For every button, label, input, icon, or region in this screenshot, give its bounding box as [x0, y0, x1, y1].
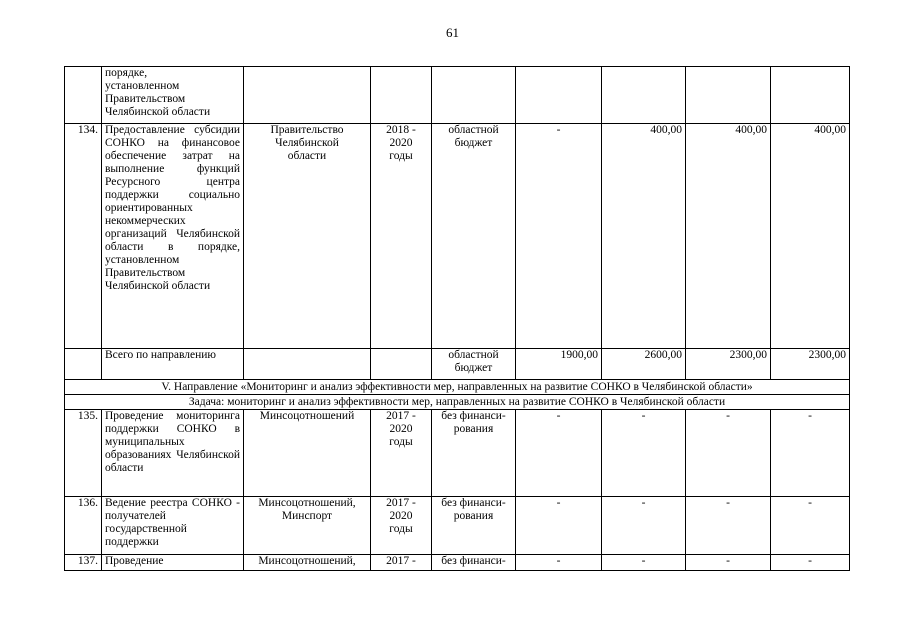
- program-table: [64, 66, 850, 571]
- page-number: 61: [446, 25, 459, 40]
- row-value-1: -: [516, 555, 602, 571]
- table-row-137: [65, 555, 850, 571]
- table-row-136: [65, 497, 850, 555]
- row-funding-source: без финанси-: [432, 555, 516, 571]
- row-executor: Минсоцотношений, Минспорт: [244, 497, 371, 555]
- row-value-2: -: [602, 555, 686, 571]
- row-number: 134.: [65, 124, 102, 349]
- row-description: Проведение мониторинга поддержки СОНКО в муниципальных образованиях Челябинской области: [102, 410, 244, 497]
- row-executor: Правительство Челябинской области: [244, 124, 371, 349]
- row-value-2: 400,00: [602, 124, 686, 349]
- row-value-3: 2300,00: [686, 349, 771, 380]
- table-row-134: [65, 124, 850, 349]
- row-period: 2017 - 2020 годы: [371, 410, 432, 497]
- row-period: 2017 - 2020 годы: [371, 497, 432, 555]
- row-description: Всего по направлению: [102, 349, 244, 380]
- row-value-4: -: [771, 410, 850, 497]
- row-value-4: -: [771, 497, 850, 555]
- row-description: Предоставление субсидии СОНКО на финансовое обеспечение затрат на выполнение функций Ресурсного центра поддержки социально ориентированных некоммерческих организаций Челябинской области в порядке, установленном Правительством Челябинской области: [102, 124, 244, 349]
- row-value-1: -: [516, 124, 602, 349]
- row-funding-source: областной бюджет: [432, 124, 516, 349]
- row-value-1: -: [516, 410, 602, 497]
- table-row-135: [65, 410, 850, 497]
- row-period: 2018 - 2020 годы: [371, 124, 432, 349]
- row-value-3: -: [686, 555, 771, 571]
- row-description: Проведение: [102, 555, 244, 571]
- row-value-1: 1900,00: [516, 349, 602, 380]
- row-value-4: 2300,00: [771, 349, 850, 380]
- row-number: 137.: [65, 555, 102, 571]
- row-description: Ведение реестра СОНКО - получателей государственной поддержки: [102, 497, 244, 555]
- row-period: 2017 -: [371, 555, 432, 571]
- row-value-3: -: [686, 497, 771, 555]
- row-number: 136.: [65, 497, 102, 555]
- row-funding-source: без финанси- рования: [432, 410, 516, 497]
- section-heading-row: [65, 380, 850, 395]
- row-value-4: 400,00: [771, 124, 850, 349]
- task-heading-row: [65, 395, 850, 410]
- table-row-continuation: [65, 67, 850, 124]
- row-funding-source: областной бюджет: [432, 349, 516, 380]
- task-heading: Задача: мониторинг и анализ эффективности мер, направленных на развитие СОНКО в Челябинской области: [65, 395, 850, 410]
- row-value-3: -: [686, 410, 771, 497]
- row-executor: Минсоцотношений,: [244, 555, 371, 571]
- row-number: 135.: [65, 410, 102, 497]
- row-value-2: -: [602, 497, 686, 555]
- table-row-total: [65, 349, 850, 380]
- row-value-2: -: [602, 410, 686, 497]
- row-value-1: -: [516, 497, 602, 555]
- row-value-3: 400,00: [686, 124, 771, 349]
- row-value-2: 2600,00: [602, 349, 686, 380]
- row-description: порядке, установленном Правительством Челябинской области: [102, 67, 244, 124]
- row-value-4: -: [771, 555, 850, 571]
- section-heading: V. Направление «Мониторинг и анализ эффективности мер, направленных на развитие СОНКО в Челябинской области»: [65, 380, 850, 395]
- row-executor: Минсоцотношений: [244, 410, 371, 497]
- row-funding-source: без финанси- рования: [432, 497, 516, 555]
